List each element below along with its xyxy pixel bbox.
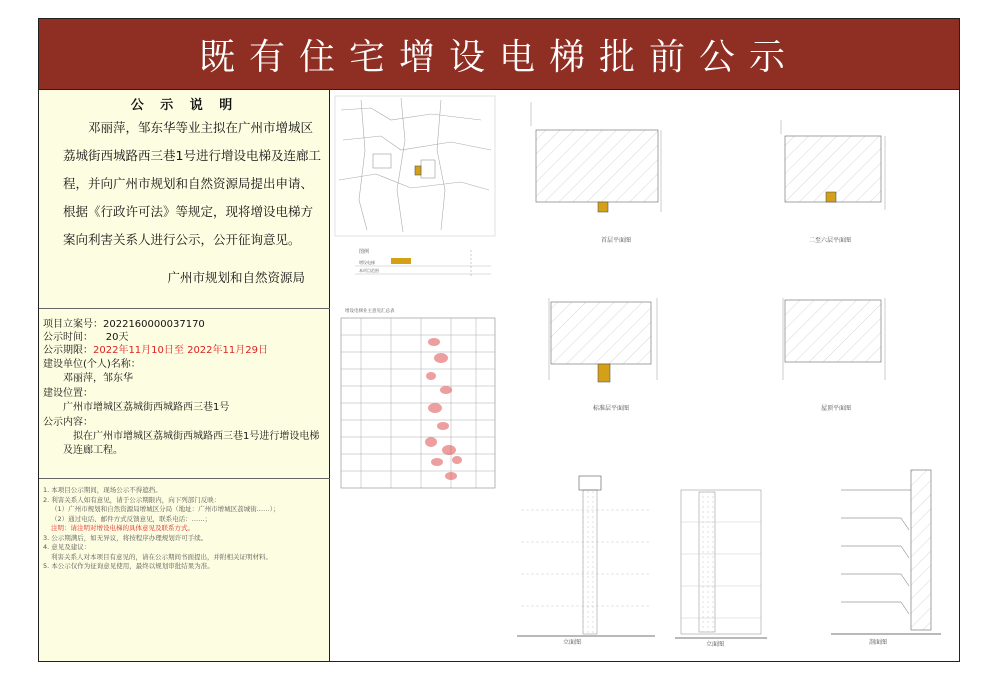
notice-body: 邓丽萍，邹东华等业主拟在广州市增城区荔城街西城路西三巷1号进行增设电梯及连廊工程，并向广州市规划和自然资源局提出申请、根据《行政许可法》等规定，现将增设电梯方案向利害关系人进行公示，公开征询意见。 bbox=[63, 120, 321, 247]
content: 拟在广州市增城区荔城街西城路西三巷1号进行增设电梯及连廊工程。 bbox=[63, 431, 320, 456]
period-row bbox=[43, 331, 128, 344]
note-item: 注明：请注明对增设电梯的具体意见及联系方式。 bbox=[51, 524, 194, 532]
note-item: 利害关系人对本项目有意见的，请在公示期间书面提出，并附相关证明材料。 bbox=[51, 552, 272, 561]
elevation-label: 立面图 bbox=[706, 641, 725, 648]
note-item: 2. 利害关系人如有意见，请于公示期限内，向下列部门反映： bbox=[43, 495, 221, 504]
note-item: （1）广州市规划和自然资源局增城区分局（地址：广州市增城区荔城街……）； bbox=[51, 505, 280, 513]
notice-panel bbox=[39, 90, 330, 661]
elevation-drawing bbox=[517, 476, 655, 646]
site-map bbox=[335, 96, 495, 236]
deadline-row bbox=[43, 344, 268, 357]
legend-item: 增设电梯 bbox=[359, 260, 375, 265]
table-title: 增设电梯业主意见汇总表 bbox=[345, 309, 395, 314]
floor-plan bbox=[781, 120, 885, 244]
elevation-label: 剖面图 bbox=[869, 639, 888, 646]
plan-label: 标准层平面图 bbox=[593, 405, 630, 412]
owner: 邓丽萍，邹东华 bbox=[63, 373, 133, 384]
project-no: 2022160000037170 bbox=[103, 319, 205, 330]
period-label: 公示时间： bbox=[43, 332, 93, 343]
site-elevator-marker bbox=[415, 166, 421, 175]
title-banner bbox=[38, 18, 960, 90]
deadline-label: 公示期限： bbox=[43, 345, 93, 356]
opinion-table bbox=[341, 307, 495, 488]
floor-plan bbox=[549, 298, 657, 412]
content-label: 公示内容： bbox=[43, 417, 93, 428]
project-no-label: 项目立案号： bbox=[43, 319, 103, 330]
notice-title: 公 示 说 明 bbox=[130, 98, 239, 113]
note-item: 3. 公示期满后，如无异议，将按程序办理规划许可手续。 bbox=[43, 533, 208, 542]
plan-label: 首层平面图 bbox=[601, 237, 632, 244]
notes-list bbox=[43, 486, 327, 572]
floor-plan bbox=[531, 102, 661, 244]
section-drawing bbox=[831, 470, 941, 646]
divider bbox=[39, 478, 330, 479]
floor-plan bbox=[783, 298, 885, 412]
elevation-drawing bbox=[675, 490, 767, 648]
drawings-svg bbox=[331, 90, 959, 661]
note-item: （2）通过电话、邮件方式反馈意见，联系电话：……； bbox=[51, 514, 212, 523]
period: 20天 bbox=[105, 332, 129, 343]
plan-label: 二至六层平面图 bbox=[809, 237, 852, 244]
location: 广州市增城区荔城街西城路西三巷1号 bbox=[63, 402, 230, 413]
location-label: 建设位置： bbox=[43, 388, 93, 399]
legend-item: 本项目范围 bbox=[359, 268, 379, 273]
notice-org: 广州市规划和自然资源局 bbox=[167, 270, 305, 285]
project-no-row bbox=[43, 318, 205, 331]
elevation-label: 立面图 bbox=[563, 639, 582, 646]
plan-label: 屋顶平面图 bbox=[821, 405, 852, 412]
owner-label: 建设单位(个人)名称： bbox=[43, 359, 141, 370]
deadline: 2022年11月10日至 2022年11月29日 bbox=[93, 345, 268, 356]
note-item: 1. 本项目公示期间，现场公示不得遮挡。 bbox=[43, 486, 162, 494]
legend bbox=[355, 248, 491, 278]
note-item: 5. 本公示仅作为征询意见使用，最终以规划审批结果为准。 bbox=[43, 562, 214, 570]
legend-title: 图例 bbox=[359, 249, 370, 255]
banner-title: 既有住宅增设电梯批前公示 bbox=[198, 36, 799, 78]
drawings-panel bbox=[331, 90, 959, 661]
divider bbox=[39, 308, 330, 309]
note-item: 4. 意见及建议： bbox=[43, 543, 91, 551]
